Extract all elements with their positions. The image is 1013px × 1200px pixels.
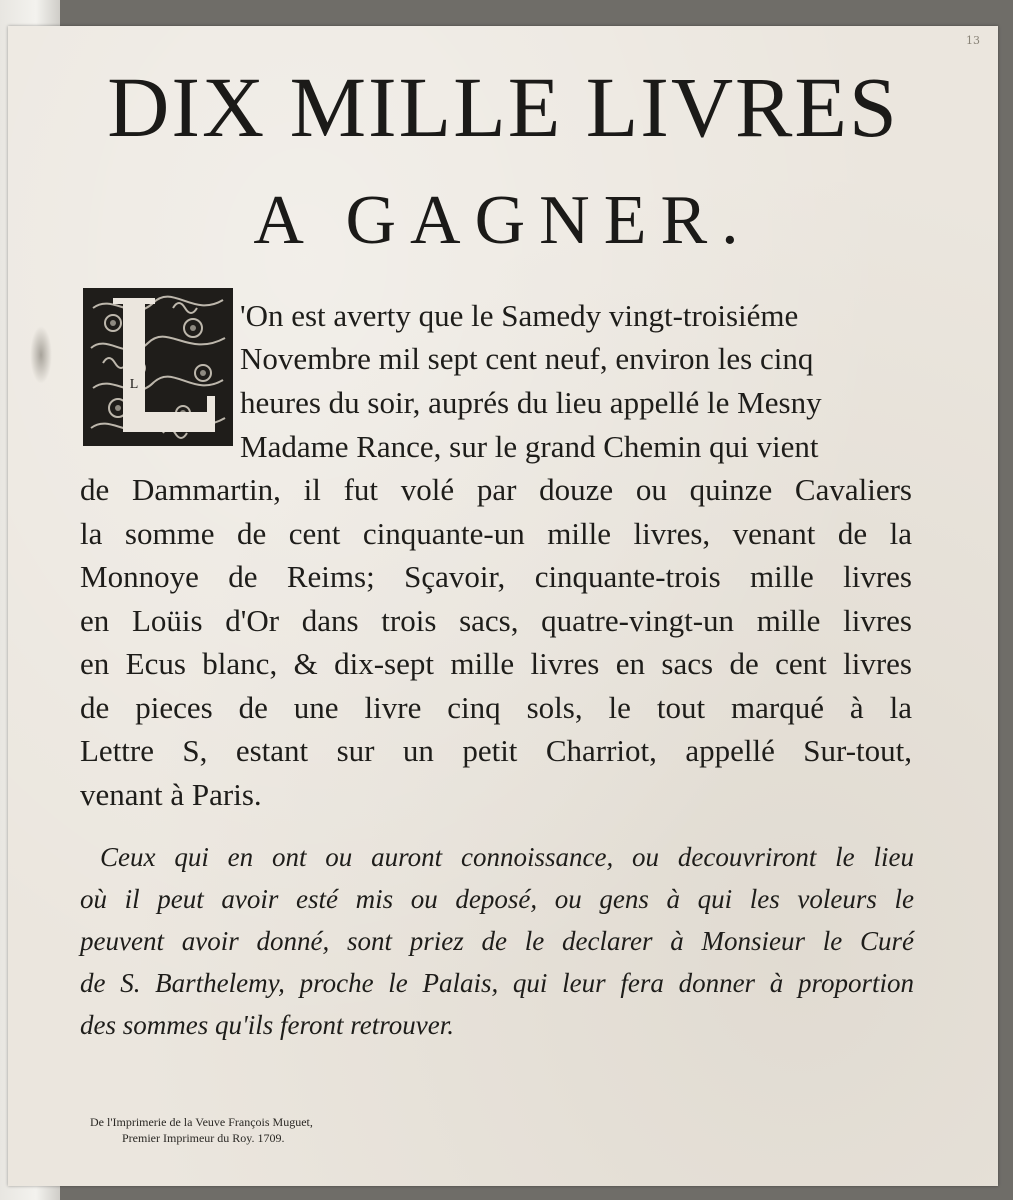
imprint-line-2: Premier Imprimeur du Roy. 1709. — [122, 1131, 285, 1145]
notice-line-1: 'On est averty que le Samedy vingt-troisiéme — [240, 298, 799, 333]
notice-line-7: Monnoye de Reims; Sçavoir, cinquante-trois mille livres — [80, 559, 912, 594]
placard-sheet — [8, 26, 998, 1186]
page-number: 13 — [966, 34, 980, 47]
reward-line-2: où il peut avoir esté mis ou deposé, ou gens à qui les voleurs le — [80, 884, 914, 914]
reward-line-1: Ceux qui en ont ou auront connoissance, ou decouvriront le lieu — [100, 842, 914, 872]
printer-imprint — [90, 1114, 400, 1146]
drop-cap-letter: L — [129, 377, 139, 392]
notice-line-11: Lettre S, estant sur un petit Charriot, appellé Sur-tout, — [80, 733, 912, 768]
notice-line-8: en Loüis d'Or dans trois sacs, quatre-vingt-un mille livres — [80, 603, 912, 638]
reward-line-4: de S. Barthelemy, proche le Palais, qui leur fera donner à proportion — [80, 968, 914, 998]
headline-line-2: A GAGNER. — [253, 182, 753, 259]
headline-line-1: DIX MILLE LIVRES — [107, 59, 899, 155]
notice-line-2: Novembre mil sept cent neuf, environ les cinq — [240, 341, 814, 376]
imprint-line-1: De l'Imprimerie de la Veuve François Muguet, — [90, 1115, 313, 1129]
notice-line-6: la somme de cent cinquante-un mille livres, venant de la — [80, 516, 912, 551]
floral-ornament-icon — [83, 288, 233, 446]
notice-line-4: Madame Rance, sur le grand Chemin qui vient — [240, 429, 819, 464]
reward-line-3: peuvent avoir donné, sont priez de le declarer à Monsieur le Curé — [80, 926, 914, 956]
notice-line-3: heures du soir, auprés du lieu appellé le Mesny — [240, 385, 822, 420]
reward-line-5: des sommes qu'ils feront retrouver. — [80, 1010, 454, 1040]
notice-line-5: de Dammartin, il fut volé par douze ou quinze Cavaliers — [80, 472, 912, 507]
notice-line-9: en Ecus blanc, & dix-sept mille livres en sacs de cent livres — [80, 646, 912, 681]
ornamental-drop-cap — [83, 288, 233, 446]
paper-stain — [30, 326, 52, 384]
notice-line-12: venant à Paris. — [80, 777, 262, 812]
notice-line-10: de pieces de une livre cinq sols, le tout marqué à la — [80, 690, 912, 725]
